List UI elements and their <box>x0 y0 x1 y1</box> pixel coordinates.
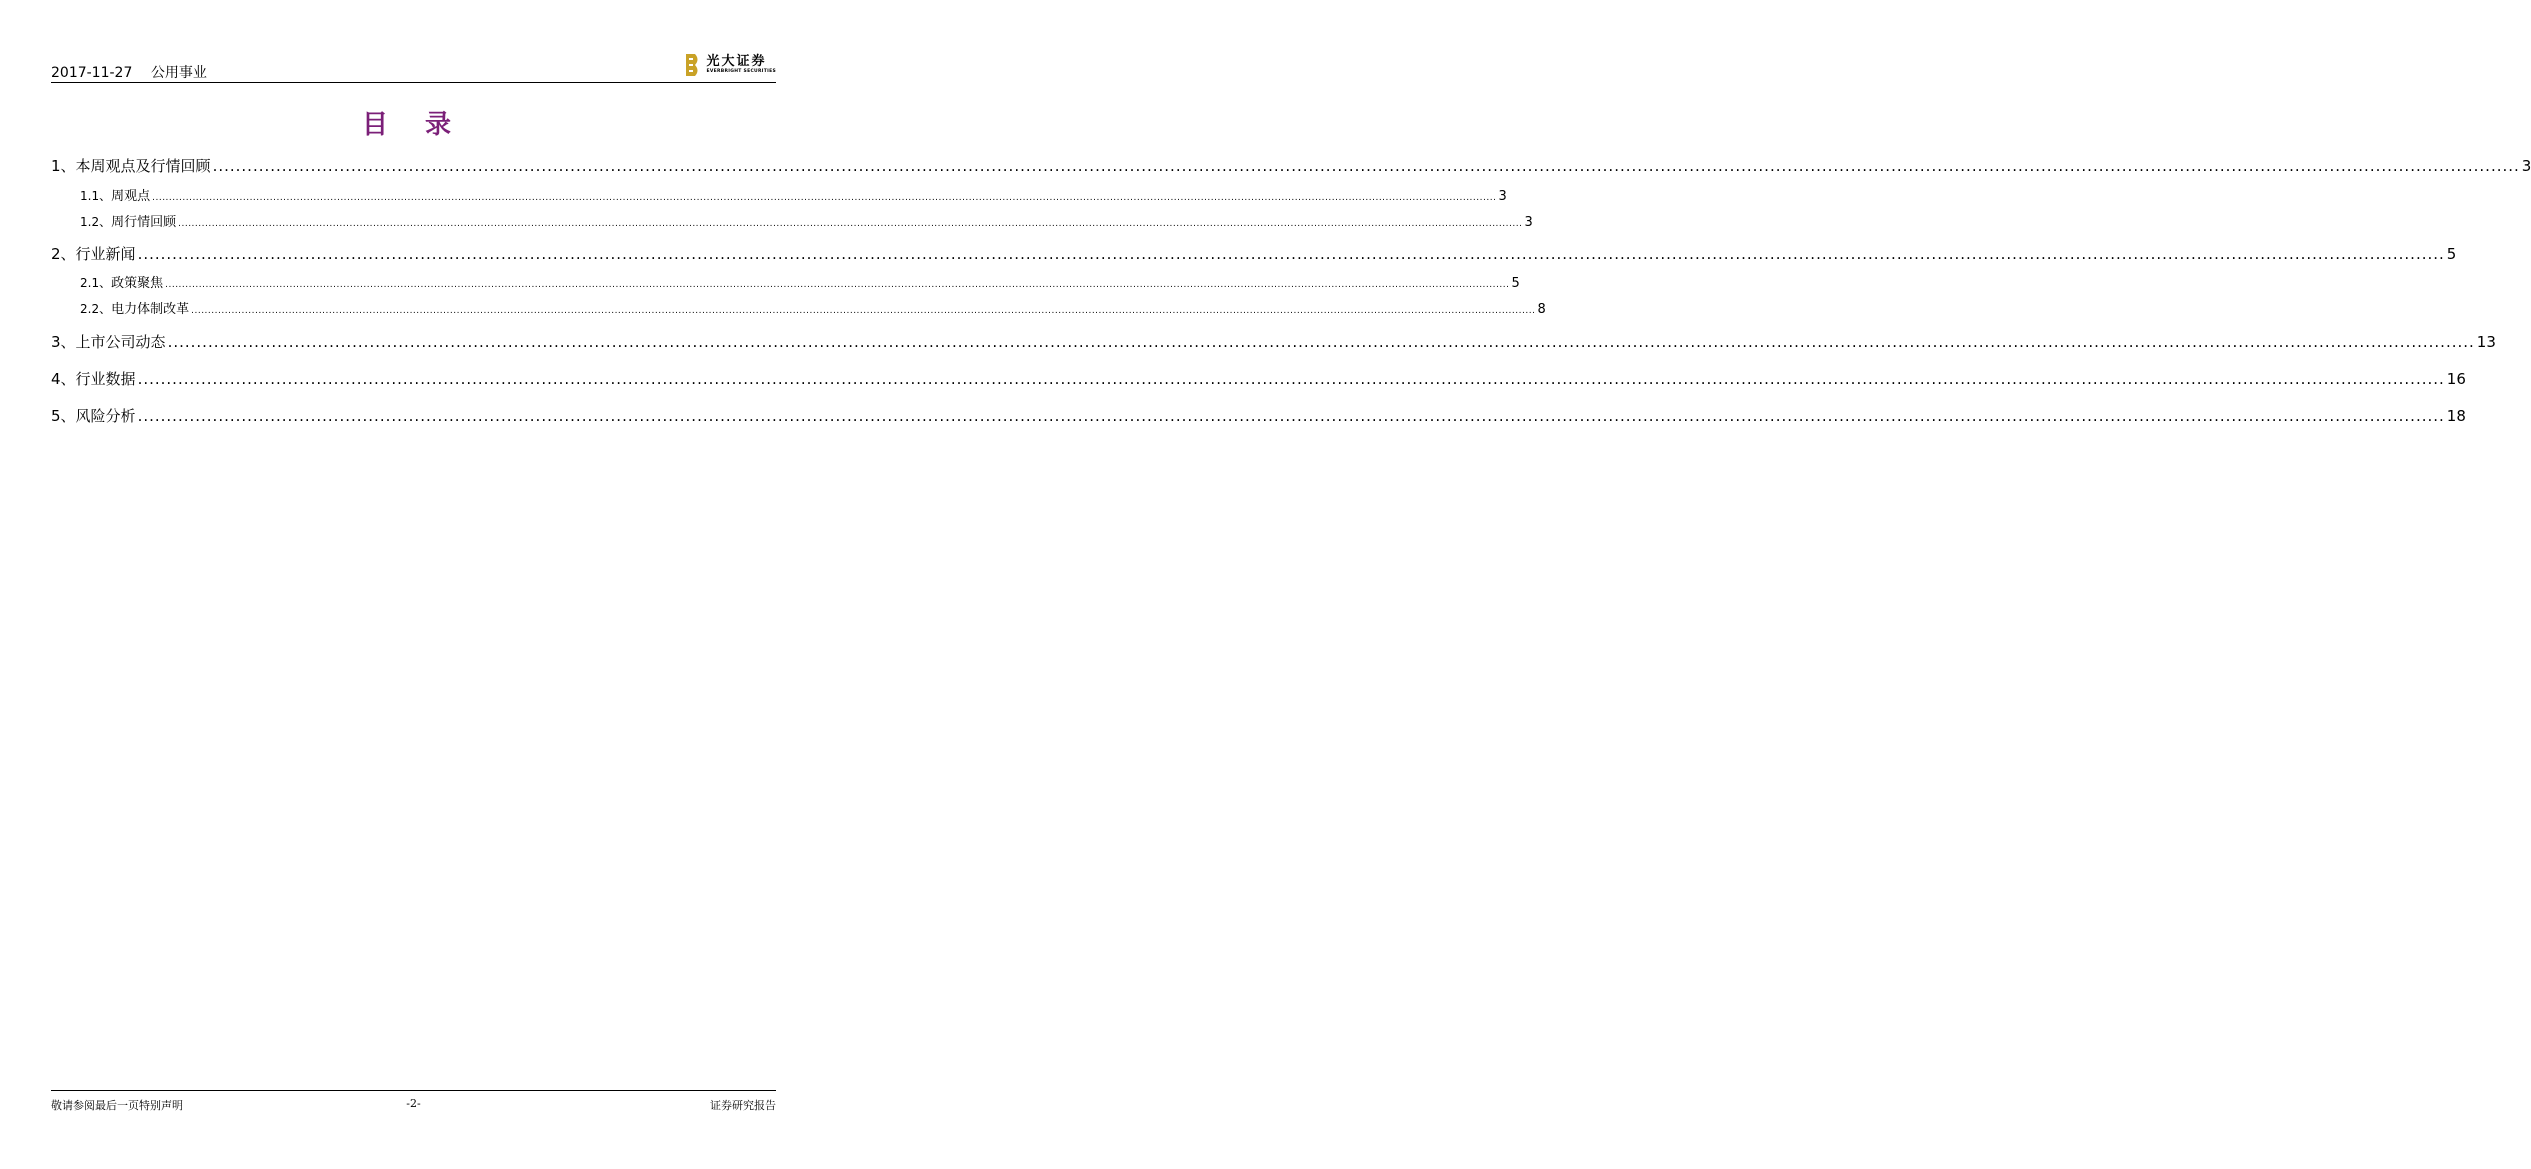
toc-leader-dots: ................................................................................................................................................................................................................................................................................................................................................................................................................ <box>152 193 1497 203</box>
toc-entry-title: 周观点 <box>111 189 151 204</box>
logo-english-text: EVERBRIGHT SECURITIES <box>706 69 776 74</box>
toc-entry-number: 4、 <box>51 370 76 388</box>
toc-entry-page: 5 <box>1511 276 1520 291</box>
toc-entry-page: 18 <box>2446 407 2466 425</box>
footer-report-type: 证券研究报告 <box>710 1099 776 1112</box>
toc-entry-page: 3 <box>1524 215 1533 230</box>
toc-entry-number: 1.2、 <box>80 215 112 229</box>
toc-leader-dots: ................................................................................................................................................................................................................................................................................................................................................................................................................ <box>178 219 1523 229</box>
toc-leader-dots: ................................................................................................................................................................................................................................................................................................................................................................................................................ <box>137 245 2445 263</box>
toc-title: 目 录 <box>361 110 466 140</box>
toc-entry[interactable] <box>51 211 1533 230</box>
toc-entry-number: 5、 <box>51 407 76 425</box>
report-sector: 公用事业 <box>150 65 207 81</box>
toc-entry-number: 3、 <box>51 333 76 351</box>
toc-entry-page: 3 <box>1498 189 1507 204</box>
toc-entry-page: 3 <box>2521 157 2531 175</box>
toc-entry[interactable] <box>51 368 2466 389</box>
toc-entry-title: 政策聚焦 <box>111 276 164 291</box>
toc-entry-title: 周行情回顾 <box>111 215 177 230</box>
toc-entry[interactable] <box>51 298 1546 317</box>
everbright-logo-icon <box>686 54 700 76</box>
toc-entry-page: 16 <box>2446 370 2466 388</box>
toc-entry-title: 上市公司动态 <box>75 333 166 351</box>
footer-page-number: -2- <box>406 1097 421 1110</box>
toc-entry-title: 本周观点及行情回顾 <box>75 157 211 175</box>
toc-entry-title: 行业数据 <box>75 370 136 388</box>
toc-leader-dots: ................................................................................................................................................................................................................................................................................................................................................................................................................ <box>137 370 2445 388</box>
company-logo <box>686 52 776 78</box>
toc-entry-page: 8 <box>1537 302 1546 317</box>
logo-chinese-text: 光大证券 <box>706 54 767 69</box>
toc-entry[interactable] <box>51 185 1507 204</box>
toc-leader-dots: ................................................................................................................................................................................................................................................................................................................................................................................................................ <box>165 280 1510 290</box>
toc-entry-title: 风险分析 <box>75 407 136 425</box>
toc-entry-page: 13 <box>2476 333 2496 351</box>
toc-entry[interactable] <box>51 272 1520 291</box>
toc-entry-page: 5 <box>2446 245 2457 263</box>
footer-disclaimer: 敬请参阅最后一页特别声明 <box>51 1099 183 1112</box>
toc-leader-dots: ................................................................................................................................................................................................................................................................................................................................................................................................................ <box>167 333 2475 351</box>
header-info <box>51 62 221 82</box>
toc-entry[interactable] <box>51 405 2466 426</box>
toc-entry[interactable] <box>51 155 2531 176</box>
toc-leader-dots: ................................................................................................................................................................................................................................................................................................................................................................................................................ <box>212 157 2520 175</box>
toc-entry[interactable] <box>51 243 2457 264</box>
toc-entry-number: 2.2、 <box>80 302 112 316</box>
report-date: 2017-11-27 <box>51 65 133 81</box>
toc-entry-title: 行业新闻 <box>75 245 136 263</box>
toc-entry-number: 1.1、 <box>80 189 112 203</box>
toc-entry-title: 电力体制改革 <box>111 302 190 317</box>
toc-entry-number: 2.1、 <box>80 276 112 290</box>
toc-leader-dots: ................................................................................................................................................................................................................................................................................................................................................................................................................ <box>137 407 2445 425</box>
page-footer <box>51 1090 776 1115</box>
toc-entry[interactable] <box>51 331 2496 352</box>
toc-entry-number: 1、 <box>51 157 76 175</box>
toc-leader-dots: ................................................................................................................................................................................................................................................................................................................................................................................................................ <box>191 306 1536 316</box>
page-header <box>51 54 776 83</box>
toc-entry-number: 2、 <box>51 245 76 263</box>
